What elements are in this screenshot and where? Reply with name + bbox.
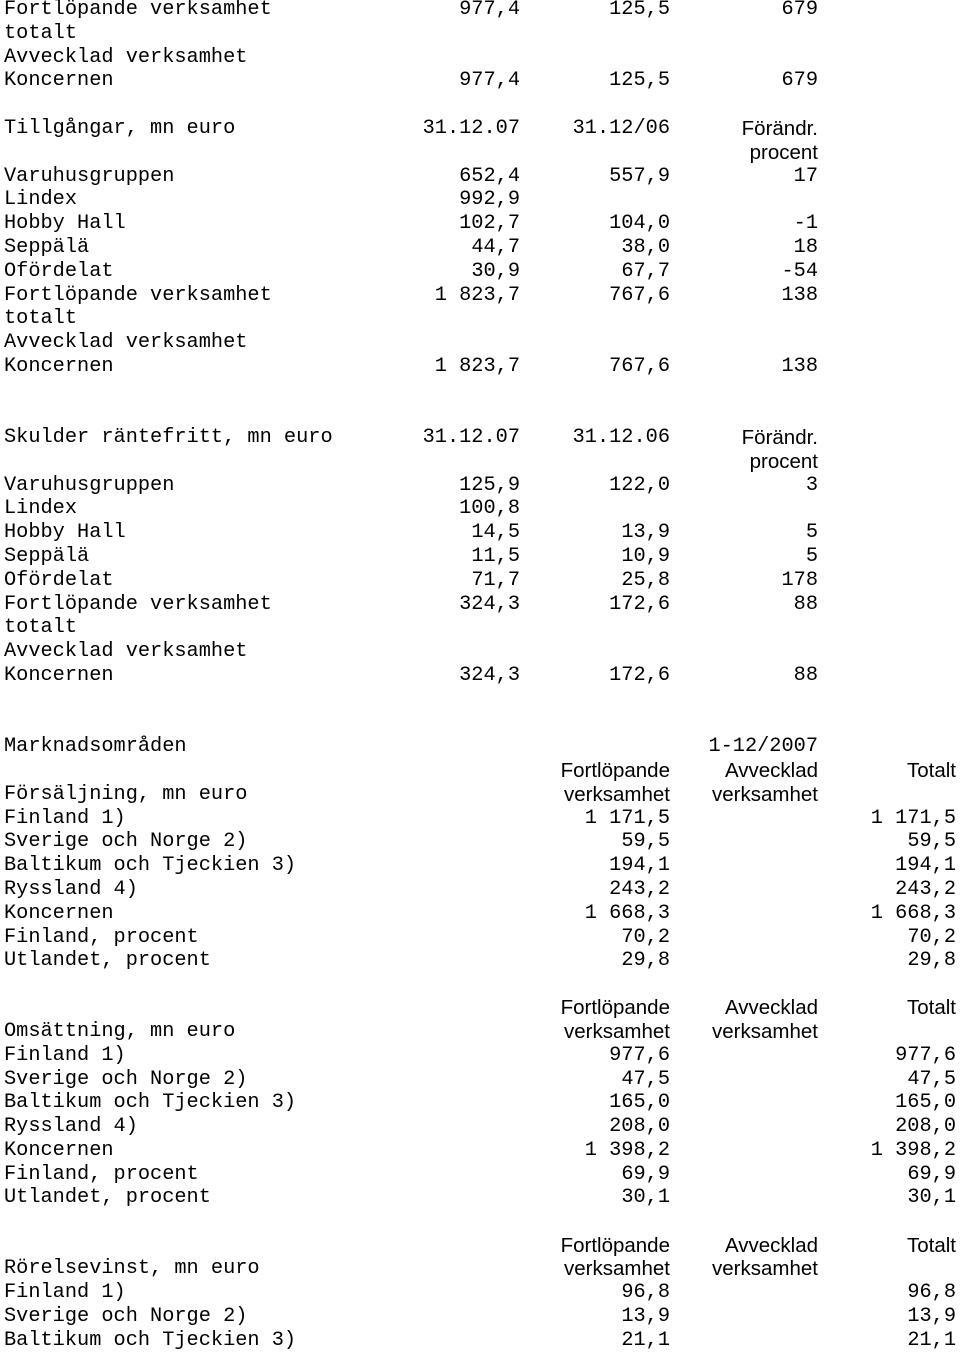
value-total: 47,5 — [907, 1068, 956, 1091]
value-total: 96,8 — [907, 1281, 956, 1304]
value-2006: 13,9 — [621, 521, 670, 544]
markets-header — [0, 737, 960, 761]
value-total: 977,6 — [895, 1044, 956, 1067]
value-total: 29,8 — [907, 949, 956, 972]
column-header-continuing: Fortlöpande — [560, 996, 670, 1019]
table-row — [0, 214, 960, 238]
value-change: 3 — [805, 474, 818, 497]
value-continuing: 96,8 — [621, 1281, 670, 1304]
value-change: 679 — [781, 0, 818, 21]
table-row — [0, 642, 960, 666]
operating-profit-title: Rörelsevinst, mn euro — [4, 1257, 260, 1280]
value-continuing: 13,9 — [621, 1305, 670, 1328]
row-label: Lindex — [4, 497, 78, 520]
value-total: 1 668,3 — [870, 902, 956, 925]
value-continuing: 30,1 — [621, 1186, 670, 1209]
assets-header-sub — [0, 143, 960, 167]
value-continuing: 1 171,5 — [584, 807, 670, 830]
table-row — [0, 547, 960, 571]
table-row — [0, 333, 960, 357]
value-2007: 125,9 — [459, 474, 520, 497]
value-change: 88 — [793, 593, 818, 616]
table-row — [0, 238, 960, 262]
table-row — [0, 904, 960, 928]
table-row — [0, 666, 960, 690]
column-header-total: Totalt — [907, 996, 956, 1019]
column-header-2007: 31.12.07 — [422, 117, 520, 140]
column-header-discontinued: Avvecklad — [724, 1234, 818, 1257]
value-2006: 767,6 — [609, 284, 670, 307]
table-row — [0, 1046, 960, 1070]
row-label: Koncernen — [4, 902, 114, 925]
liabilities-header — [0, 428, 960, 452]
value-continuing: 194,1 — [609, 854, 670, 877]
table-row — [0, 880, 960, 904]
value-continuing: 1 398,2 — [584, 1139, 670, 1162]
value-total: 165,0 — [895, 1091, 956, 1114]
column-header-total: Totalt — [907, 1234, 956, 1257]
row-label: Varuhusgruppen — [4, 474, 175, 497]
value-2006: 125,5 — [609, 69, 670, 92]
table-row — [0, 1283, 960, 1307]
column-header-2007: 31.12.07 — [422, 426, 520, 449]
value-2007: 324,3 — [459, 664, 520, 687]
value-total: 243,2 — [895, 878, 956, 901]
row-label: Finland 1) — [4, 1281, 126, 1304]
value-change: 5 — [805, 521, 818, 544]
value-total: 59,5 — [907, 830, 956, 853]
value-change: 18 — [793, 236, 818, 259]
value-continuing: 69,9 — [621, 1163, 670, 1186]
value-total: 30,1 — [907, 1186, 956, 1209]
row-label: Finland 1) — [4, 1044, 126, 1067]
liabilities-title: Skulder räntefritt, mn euro — [4, 426, 333, 449]
table-row — [0, 856, 960, 880]
row-label: Sverige och Norge 2) — [4, 1068, 248, 1091]
table-row — [0, 71, 960, 95]
value-2007: 14,5 — [471, 521, 520, 544]
row-label: Baltikum och Tjeckien 3) — [4, 1091, 297, 1114]
value-change: 178 — [781, 569, 818, 592]
revenue-title: Omsättning, mn euro — [4, 1020, 236, 1043]
value-continuing: 165,0 — [609, 1091, 670, 1114]
table-row — [0, 357, 960, 381]
value-2007: 100,8 — [459, 497, 520, 520]
row-label: totalt — [4, 616, 78, 639]
row-label: Baltikum och Tjeckien 3) — [4, 1329, 297, 1352]
sales-header — [0, 785, 960, 809]
row-label: Avvecklad verksamhet — [4, 46, 248, 69]
table-row — [0, 832, 960, 856]
value-2006: 122,0 — [609, 474, 670, 497]
value-2007: 992,9 — [459, 188, 520, 211]
row-label: Fortlöpande verksamhet — [4, 593, 272, 616]
value-total: 69,9 — [907, 1163, 956, 1186]
row-label: Sverige och Norge 2) — [4, 1305, 248, 1328]
table-row — [0, 595, 960, 619]
row-label: Fortlöpande verksamhet — [4, 0, 272, 21]
row-label: Ryssland 4) — [4, 878, 138, 901]
row-label: Finland 1) — [4, 807, 126, 830]
value-total: 70,2 — [907, 926, 956, 949]
row-label: totalt — [4, 22, 78, 45]
value-change: 679 — [781, 69, 818, 92]
value-2007: 30,9 — [471, 260, 520, 283]
column-header-percent: procent — [749, 141, 818, 164]
row-label: Hobby Hall — [4, 212, 126, 235]
value-2007: 1 823,7 — [434, 355, 520, 378]
value-change: 17 — [793, 165, 818, 188]
value-total: 13,9 — [907, 1305, 956, 1328]
assets-title: Tillgångar, mn euro — [4, 117, 236, 140]
row-label: Avvecklad verksamhet — [4, 640, 248, 663]
row-label: Varuhusgruppen — [4, 165, 175, 188]
column-header-row — [0, 998, 960, 1022]
value-2007: 11,5 — [471, 545, 520, 568]
table-row — [0, 1093, 960, 1117]
row-label: Sverige och Norge 2) — [4, 830, 248, 853]
value-continuing: 59,5 — [621, 830, 670, 853]
column-header-continuing: Fortlöpande — [560, 759, 670, 782]
liabilities-header-sub — [0, 452, 960, 476]
value-continuing: 1 668,3 — [584, 902, 670, 925]
value-2007: 977,4 — [459, 0, 520, 21]
table-row — [0, 499, 960, 523]
row-label: Fortlöpande verksamhet — [4, 284, 272, 307]
value-continuing: 70,2 — [621, 926, 670, 949]
value-2007: 102,7 — [459, 212, 520, 235]
row-label: Avvecklad verksamhet — [4, 331, 248, 354]
row-label: Lindex — [4, 188, 78, 211]
value-continuing: 21,1 — [621, 1329, 670, 1352]
value-continuing: 243,2 — [609, 878, 670, 901]
sales-title: Försäljning, mn euro — [4, 783, 248, 806]
table-row — [0, 951, 960, 975]
table-row — [0, 1141, 960, 1165]
column-header-row — [0, 761, 960, 785]
value-continuing: 977,6 — [609, 1044, 670, 1067]
value-change: 5 — [805, 545, 818, 568]
value-change: -1 — [793, 212, 818, 235]
row-label: Ofördelat — [4, 260, 114, 283]
table-row — [0, 262, 960, 286]
table-row — [0, 286, 960, 310]
row-label: Utlandet, procent — [4, 1186, 211, 1209]
column-header-continuing-sub: verksamhet — [564, 1020, 670, 1043]
row-label: Seppälä — [4, 545, 90, 568]
table-row — [0, 571, 960, 595]
value-2006: 104,0 — [609, 212, 670, 235]
table-row — [0, 1307, 960, 1331]
column-header-continuing: Fortlöpande — [560, 1234, 670, 1257]
column-header-change: Förändr. — [741, 117, 818, 140]
table-row — [0, 0, 960, 24]
column-header-continuing-sub: verksamhet — [564, 783, 670, 806]
row-label: Koncernen — [4, 1139, 114, 1162]
column-header-discontinued: Avvecklad — [724, 996, 818, 1019]
table-row — [0, 309, 960, 333]
table-row — [0, 618, 960, 642]
value-change: 138 — [781, 284, 818, 307]
value-2006: 25,8 — [621, 569, 670, 592]
column-header-continuing-sub: verksamhet — [564, 1257, 670, 1280]
column-header-2006: 31.12.06 — [572, 426, 670, 449]
value-2006: 557,9 — [609, 165, 670, 188]
value-2007: 1 823,7 — [434, 284, 520, 307]
table-row — [0, 24, 960, 48]
markets-title: Marknadsområden — [4, 735, 187, 758]
row-label: Koncernen — [4, 664, 114, 687]
row-label: Koncernen — [4, 69, 114, 92]
value-total: 21,1 — [907, 1329, 956, 1352]
row-label: Seppälä — [4, 236, 90, 259]
row-label: Koncernen — [4, 355, 114, 378]
column-header-2006: 31.12/06 — [572, 117, 670, 140]
table-row — [0, 523, 960, 547]
value-total: 208,0 — [895, 1115, 956, 1138]
value-total: 194,1 — [895, 854, 956, 877]
value-continuing: 47,5 — [621, 1068, 670, 1091]
row-label: Finland, procent — [4, 926, 199, 949]
row-label: Baltikum och Tjeckien 3) — [4, 854, 297, 877]
value-2006: 38,0 — [621, 236, 670, 259]
row-label: Hobby Hall — [4, 521, 126, 544]
value-2006: 125,5 — [609, 0, 670, 21]
value-change: 138 — [781, 355, 818, 378]
row-label: Utlandet, procent — [4, 949, 211, 972]
operating-profit-header — [0, 1259, 960, 1283]
column-header-discontinued-sub: verksamhet — [712, 1257, 818, 1280]
value-total: 1 398,2 — [870, 1139, 956, 1162]
column-header-discontinued-sub: verksamhet — [712, 1020, 818, 1043]
value-2007: 652,4 — [459, 165, 520, 188]
table-row — [0, 1117, 960, 1141]
revenue-header — [0, 1022, 960, 1046]
column-header-discontinued-sub: verksamhet — [712, 783, 818, 806]
value-continuing: 208,0 — [609, 1115, 670, 1138]
table-row — [0, 1331, 960, 1355]
column-header-change: Förändr. — [741, 426, 818, 449]
row-label: Ryssland 4) — [4, 1115, 138, 1138]
value-total: 1 171,5 — [870, 807, 956, 830]
value-2007: 977,4 — [459, 69, 520, 92]
value-change: -54 — [781, 260, 818, 283]
table-row — [0, 190, 960, 214]
value-2006: 172,6 — [609, 664, 670, 687]
table-row — [0, 1188, 960, 1212]
value-2007: 324,3 — [459, 593, 520, 616]
period-label: 1-12/2007 — [708, 735, 818, 758]
value-2007: 44,7 — [471, 236, 520, 259]
column-header-total: Totalt — [907, 759, 956, 782]
column-header-discontinued: Avvecklad — [724, 759, 818, 782]
row-label: totalt — [4, 307, 78, 330]
value-2006: 767,6 — [609, 355, 670, 378]
value-2006: 67,7 — [621, 260, 670, 283]
value-2007: 71,7 — [471, 569, 520, 592]
column-header-percent: procent — [749, 450, 818, 473]
assets-header — [0, 119, 960, 143]
row-label: Ofördelat — [4, 569, 114, 592]
value-2006: 172,6 — [609, 593, 670, 616]
value-continuing: 29,8 — [621, 949, 670, 972]
value-change: 88 — [793, 664, 818, 687]
value-2006: 10,9 — [621, 545, 670, 568]
row-label: Finland, procent — [4, 1163, 199, 1186]
